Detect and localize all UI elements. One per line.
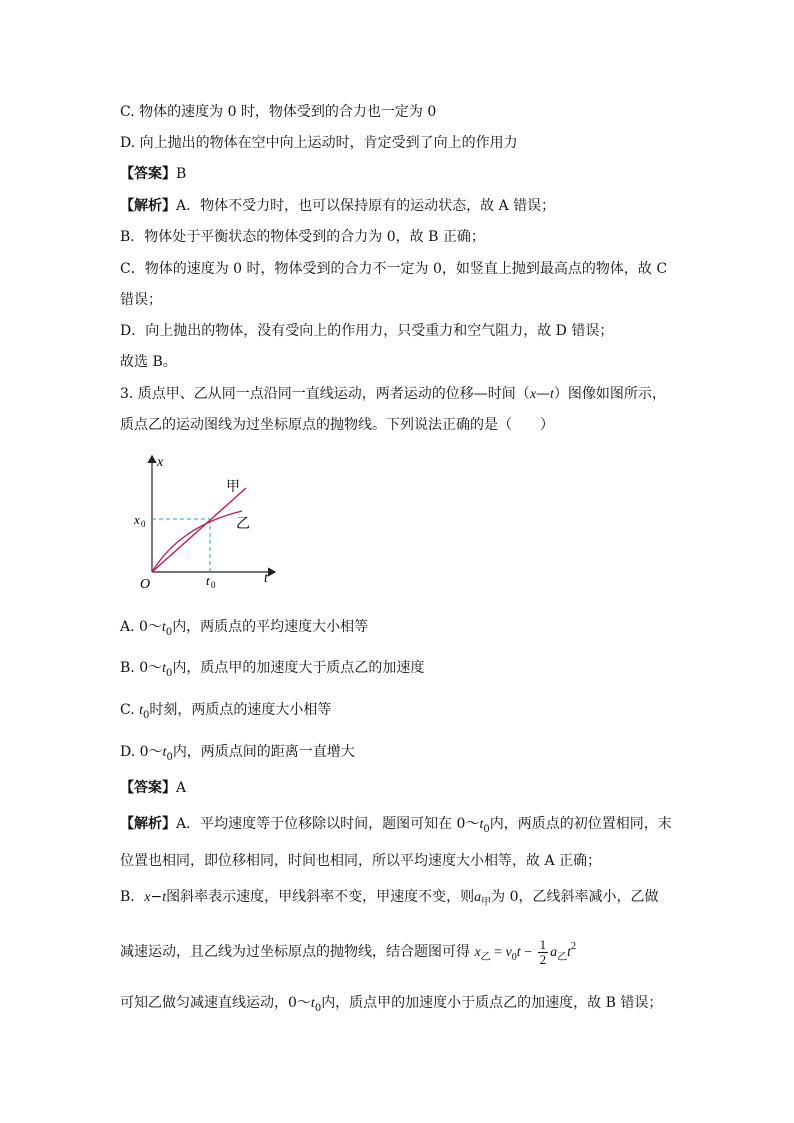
- q3-var-t: t: [550, 387, 554, 402]
- explanation-text-b: 内，质点甲的加速度小于质点乙的加速度，故 B 错误；: [321, 995, 663, 1011]
- x0-subscript: 0: [141, 519, 146, 529]
- var-a: a: [474, 890, 482, 905]
- explanation-1-conclusion: 故选 B。: [120, 354, 177, 370]
- minus-sign: −: [524, 945, 533, 960]
- explanation-1-line-2: B．物体处于平衡状态的物体受到的合力为 0，故 B 正确；: [120, 229, 485, 245]
- t0-sub: 0: [143, 710, 150, 721]
- option-b-text: 内，质点甲的加速度大于质点乙的加速度: [172, 660, 425, 676]
- option-b-prefix: B. 0～: [120, 660, 163, 676]
- a-jia-sub: 甲: [481, 897, 492, 908]
- explanation-label: 【解析】: [120, 198, 176, 214]
- x-axis-label: t: [264, 571, 268, 586]
- explanation-text-a: 可知乙做匀减速直线运动，0～: [120, 995, 311, 1011]
- one-half-fraction: [538, 938, 549, 967]
- v0-sub: 0: [511, 952, 517, 963]
- option-b: [120, 658, 424, 680]
- t0-sub: 0: [165, 627, 173, 638]
- t0-sub: 0: [483, 824, 490, 835]
- t0-var: t: [139, 703, 144, 718]
- t0-var: t: [162, 745, 167, 760]
- option-d-text: 内，两质点间的距离一直增大: [172, 744, 355, 760]
- t0-subscript: 0: [211, 580, 216, 590]
- explanation-text-c: 为 0，乙线斜率减小，乙做: [491, 889, 659, 905]
- answer-2: [120, 778, 186, 798]
- x-yi-sub: 乙: [480, 952, 491, 963]
- option-a-prefix: A. 0～: [120, 619, 162, 635]
- answer-value: A: [176, 780, 187, 796]
- option-a: [120, 617, 368, 639]
- explanation-2-line-3: [120, 887, 659, 909]
- explanation-text-a: A．平均速度等于位移除以时间，题图可知在 0～: [176, 816, 480, 832]
- fraction-numerator: 1: [539, 937, 547, 953]
- question-3-line-2: 质点乙的运动图线为过坐标原点的抛物线。下列说法正确的是（ ）: [120, 417, 554, 433]
- answer-value: B: [176, 166, 187, 182]
- formula: [474, 937, 576, 968]
- question-3-text-b: ）图像如图所示，: [553, 386, 666, 402]
- x0-label: x: [134, 512, 140, 527]
- explanation-text: 减速运动，且乙线为过坐标原点的抛物线，结合题图可得: [120, 944, 470, 960]
- var-a: a: [550, 945, 558, 960]
- t-squared-sup: 2: [570, 941, 576, 952]
- question-3-text-a: 3. 质点甲、乙从同一点沿同一直线运动，两者运动的位移—时间（: [120, 386, 530, 402]
- minus-sign: −: [150, 889, 163, 905]
- t0-sub: 0: [166, 752, 173, 763]
- option-d: [120, 742, 355, 764]
- explanation-text-a: B．: [120, 889, 145, 905]
- curve-yi: [152, 511, 242, 572]
- explanation-label: 【解析】: [120, 816, 176, 832]
- var-t: t: [516, 945, 521, 960]
- t0-var: t: [479, 817, 484, 832]
- explanation-1-line-1: [120, 196, 555, 216]
- option-c-text: 时刻，两质点的速度大小相等: [149, 702, 332, 718]
- var-v: v: [505, 945, 512, 960]
- curve-yi-label: 乙: [236, 517, 250, 532]
- origin-label: O: [140, 577, 151, 592]
- t0-sub: 0: [166, 668, 173, 679]
- explanation-1-line-3: C．物体的速度为 0 时，物体受到的合力不一定为 0，如竖直上抛到最高点的物体，故 C: [120, 261, 668, 277]
- t0-var: t: [310, 996, 315, 1011]
- answer-1: [120, 164, 186, 184]
- position-time-graph: [125, 448, 295, 598]
- y-axis-label: x: [157, 455, 164, 470]
- explanation-2-line-2: 位置也相同，即位移相同，时间也相同，所以平均速度大小相等，故 A 正确；: [120, 853, 602, 869]
- answer-label: 【答案】: [120, 780, 176, 796]
- option-d-prefix: D. 0～: [120, 744, 163, 760]
- explanation-1-line-5: D．向上抛出的物体，没有受向上的作用力，只受重力和空气阻力，故 D 错误；: [120, 323, 614, 339]
- option-a-text: 内，两质点的平均速度大小相等: [172, 619, 369, 635]
- t0-var: t: [161, 620, 166, 635]
- a-yi-sub: 乙: [557, 952, 568, 963]
- t0-label: t: [206, 573, 210, 588]
- t0-sub: 0: [314, 1003, 322, 1014]
- equals-sign: =: [494, 945, 503, 960]
- option-d-previous: D. 向上抛出的物体在空中向上运动时，肯定受到了向上的作用力: [120, 135, 518, 151]
- explanation-2-line-5: [120, 993, 662, 1015]
- explanation-text-b: 图斜率表示速度，甲线斜率不变，甲速度不变，则: [166, 889, 475, 905]
- explanation-text: A．物体不受力时，也可以保持原有的运动状态，故 A 错误；: [176, 198, 556, 214]
- var-x: x: [474, 945, 481, 960]
- q3-dash: —: [536, 386, 551, 402]
- var-t: t: [567, 945, 571, 960]
- var-x: x: [144, 890, 151, 905]
- t0-var: t: [162, 661, 166, 676]
- curve-jia-label: 甲: [226, 480, 240, 495]
- var-t: t: [162, 890, 167, 905]
- option-c-previous: C. 物体的速度为 0 时，物体受到的合力也一定为 0: [120, 104, 437, 120]
- option-c: [120, 700, 331, 722]
- explanation-text-b: 内，两质点的初位置相同，末: [489, 816, 672, 832]
- explanation-2-line-4: [120, 936, 576, 970]
- explanation-1-line-4: 错误；: [120, 292, 162, 308]
- answer-label: 【答案】: [120, 166, 176, 182]
- question-3-line-1: [120, 384, 666, 405]
- option-c-prefix: C.: [120, 702, 140, 718]
- explanation-2-line-1: [120, 814, 672, 836]
- curve-jia: [152, 488, 246, 572]
- q3-var-x: x: [529, 387, 537, 402]
- fraction-denominator: 2: [539, 952, 547, 968]
